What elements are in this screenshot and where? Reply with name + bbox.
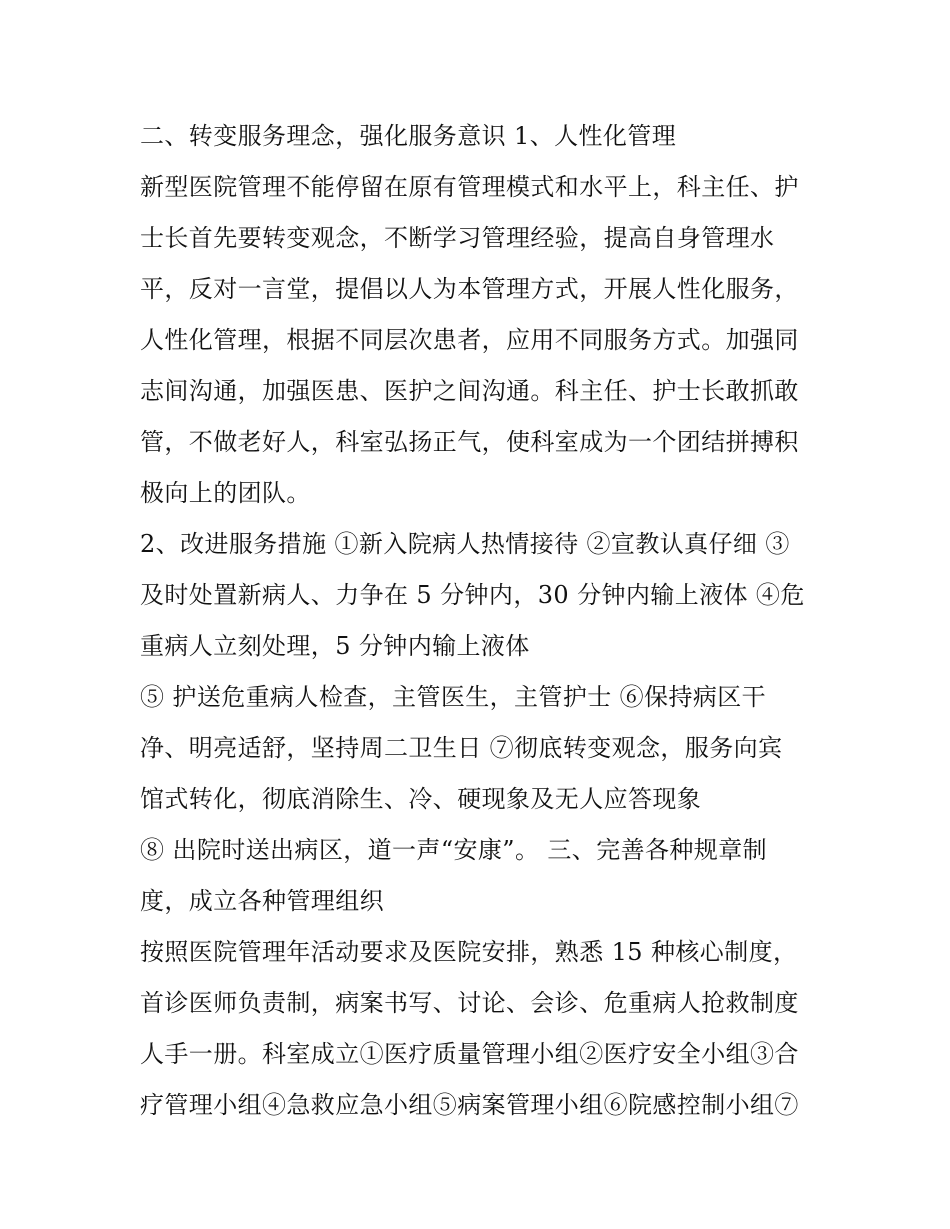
text-line: 度，成立各种管理组织	[140, 887, 384, 915]
text-line: 士长首先要转变观念，不断学习管理经验，提高自身管理水	[140, 224, 775, 252]
text-line: 及时处置新病人、力争在 5 分钟内，30 分钟内输上液体 ④危	[140, 581, 805, 609]
document-body	[140, 111, 830, 1131]
text-line: 按照医院管理年活动要求及医院安排，熟悉 15 种核心制度，	[140, 938, 798, 966]
text-line: 平，反对一言堂，提倡以人为本管理方式，开展人性化服务，	[140, 275, 799, 303]
text-line: 重病人立刻处理，5 分钟内输上液体	[140, 632, 530, 660]
text-line: ⑧ 出院时送出病区，道一声“安康”。 三、完善各种规章制	[140, 836, 767, 864]
text-line: 疗管理小组④急救应急小组⑤病案管理小组⑥院感控制小组⑦	[140, 1091, 799, 1119]
text-line: 2、改进服务措施 ①新入院病人热情接待 ②宣教认真仔细 ③	[140, 530, 790, 558]
text-line: 二、转变服务理念，强化服务意识 1、人性化管理	[140, 122, 677, 150]
text-line: 新型医院管理不能停留在原有管理模式和水平上，科主任、护	[140, 173, 799, 201]
text-line: 首诊医师负责制，病案书写、讨论、会诊、危重病人抢救制度	[140, 989, 799, 1017]
text-line: 志间沟通，加强医患、医护之间沟通。科主任、护士长敢抓敢	[140, 377, 799, 405]
text-line: 极向上的团队。	[140, 479, 311, 507]
text-line: 净、明亮适舒，坚持周二卫生日 ⑦彻底转变观念，服务向宾	[140, 734, 783, 762]
text-line: 馆式转化，彻底消除生、冷、硬现象及无人应答现象	[140, 785, 702, 813]
text-line: 管，不做老好人，科室弘扬正气，使科室成为一个团结拼搏积	[140, 428, 799, 456]
text-line: 人手一册。科室成立①医疗质量管理小组②医疗安全小组③合	[140, 1040, 799, 1068]
text-line: ⑤ 护送危重病人检查，主管医生，主管护士 ⑥保持病区干	[140, 683, 767, 711]
text-line: 人性化管理，根据不同层次患者，应用不同服务方式。加强同	[140, 326, 799, 354]
